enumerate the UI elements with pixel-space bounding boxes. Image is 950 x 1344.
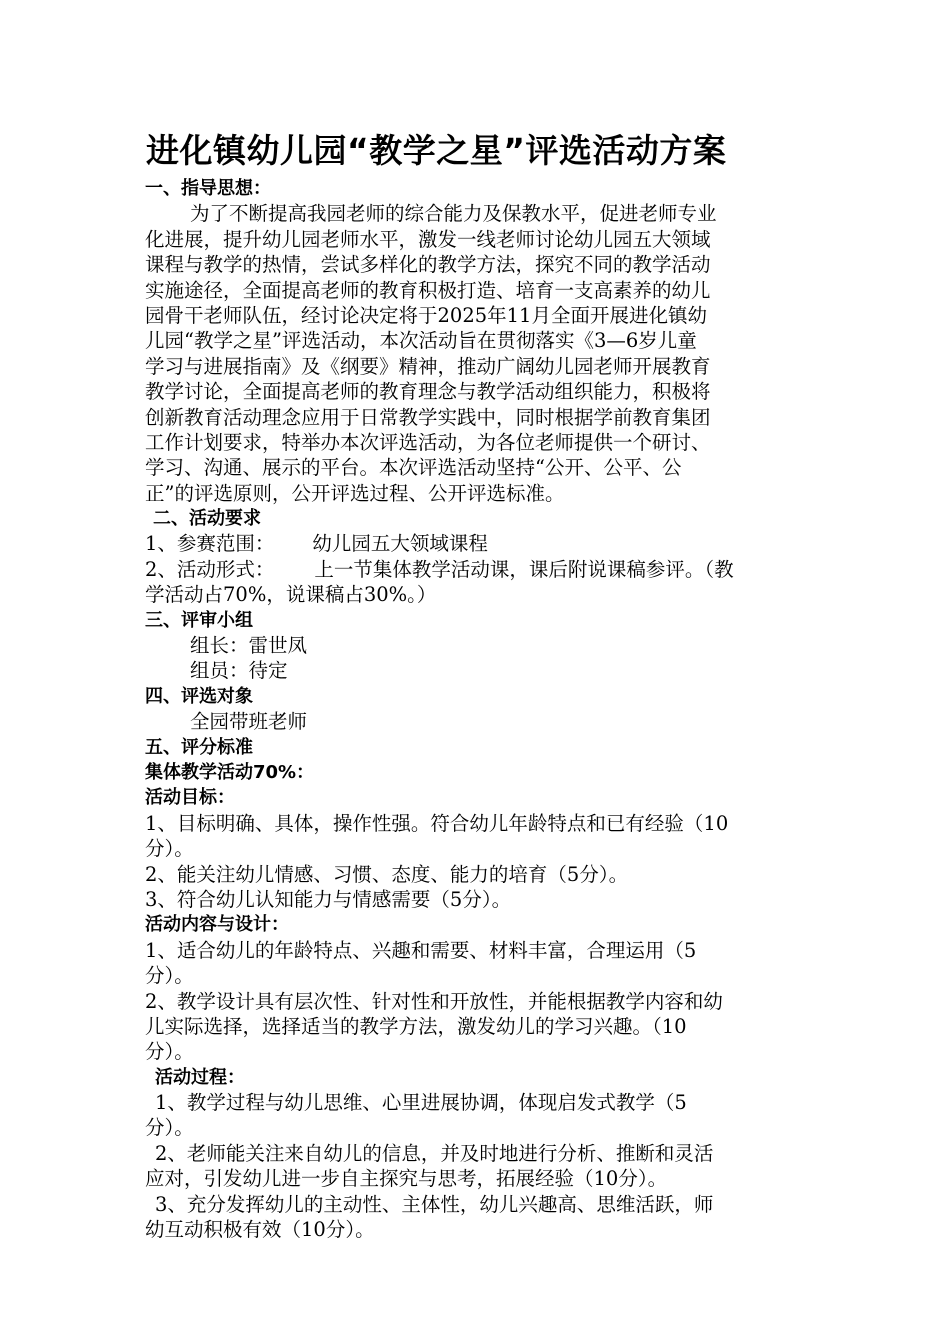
requirement-item-scope [145,531,810,556]
criteria-line: 1、目标明确、具体，操作性强。符合幼儿年龄特点和已有经验（10 [145,811,729,835]
paragraph-line: 创新教育活动理念应用于日常教学实践中，同时根据学前教育集团 [145,405,711,429]
criteria-line: 分）。 [145,1116,194,1140]
criteria-line: 幼互动积极有效（10分）。 [145,1218,375,1242]
criteria-line: 3、充分发挥幼儿的主动性、主体性，幼儿兴趣高、思维活跃，师 [155,1192,714,1216]
scoring-subheading: 集体教学活动70%： [145,761,315,783]
criteria-line: 分）。 [145,837,194,861]
requirement-item-format [145,557,810,582]
requirement-item-format-continued: 学活动占70%，说课稿占30%。） [145,583,437,607]
section-heading-guiding-thought: 一、指导思想： [145,178,271,199]
criteria-line: 分）。 [145,964,194,988]
paragraph-line: 正”的评选原则，公开评选过程、公开评选标准。 [145,481,565,505]
goals-heading: 活动目标： [145,787,235,809]
section-heading-scoring: 五、评分标准 [145,736,253,758]
process-heading: 活动过程： [155,1066,245,1088]
paragraph-line: 课程与教学的热情，尝试多样化的教学方法，探究不同的教学活动 [145,253,711,277]
requirement-value: 上一节集体教学活动课，课后附说课稿参评。（教 [314,557,734,581]
requirement-label: 2、活动形式： [145,557,275,581]
paragraph-line: 儿园“教学之星”评选活动，本次活动旨在贯彻落实《3—6岁儿童 [145,329,697,353]
section-heading-requirements: 二、活动要求 [153,508,261,530]
criteria-line: 1、适合幼儿的年龄特点、兴趣和需要、材料丰富，合理运用（5 [145,938,697,962]
requirement-label: 1、参赛范围： [145,532,275,556]
criteria-line: 分）。 [145,1040,194,1064]
paragraph-line: 化进展，提升幼儿园老师水平，激发一线老师讨论幼儿园五大领域 [145,227,711,251]
section-heading-review-panel: 三、评审小组 [145,609,253,631]
document-body [145,176,810,1242]
criteria-line: 应对，引发幼儿进一步自主探究与思考，拓展经验（10分）。 [145,1167,668,1191]
paragraph-line: 教学讨论，全面提高老师的教育理念与教学活动组织能力，积极将 [145,380,711,404]
requirement-value: 幼儿园五大领域课程 [312,532,488,556]
candidates-value: 全园带班老师 [190,710,308,734]
criteria-line: 2、老师能关注来自幼儿的信息，并及时地进行分析、推断和灵活 [155,1141,714,1165]
criteria-line: 1、教学过程与幼儿思维、心里进展协调，体现启发式教学（5 [155,1091,687,1115]
paragraph-line: 学习与进展指南》及《纲要》精神，推动广阔幼儿园老师开展教育 [145,354,711,378]
criteria-line: 2、能关注幼儿情感、习惯、态度、能力的培育（5分）。 [145,862,629,886]
paragraph-line: 学习、沟通、展示的平台。本次评选活动坚持“公开、公平、公 [145,456,682,480]
panel-leader: 组长：雷世凤 [190,634,308,658]
paragraph-line: 园骨干老师队伍，经讨论决定将于2025年11月全面开展进化镇幼 [145,303,707,327]
document-title: 进化镇幼儿园“教学之星”评选活动方案 [146,131,727,170]
content-design-heading: 活动内容与设计： [145,914,289,936]
paragraph-line: 实施途径，全面提高老师的教育积极打造、培育一支高素养的幼儿 [145,278,711,302]
criteria-line: 3、符合幼儿认知能力与情感需要（5分）。 [145,887,512,911]
panel-members: 组员：待定 [190,659,288,683]
paragraph-line: 工作计划要求，特举办本次评选活动，为各位老师提供一个研讨、 [145,430,711,454]
paragraph-line: 为了不断提高我园老师的综合能力及保教水平，促进老师专业 [190,202,717,226]
criteria-line: 2、教学设计具有层次性、针对性和开放性，并能根据教学内容和幼 [145,989,723,1013]
section-heading-candidates: 四、评选对象 [145,685,253,707]
criteria-line: 儿实际选择，选择适当的教学方法，激发幼儿的学习兴趣。（10 [145,1014,687,1038]
